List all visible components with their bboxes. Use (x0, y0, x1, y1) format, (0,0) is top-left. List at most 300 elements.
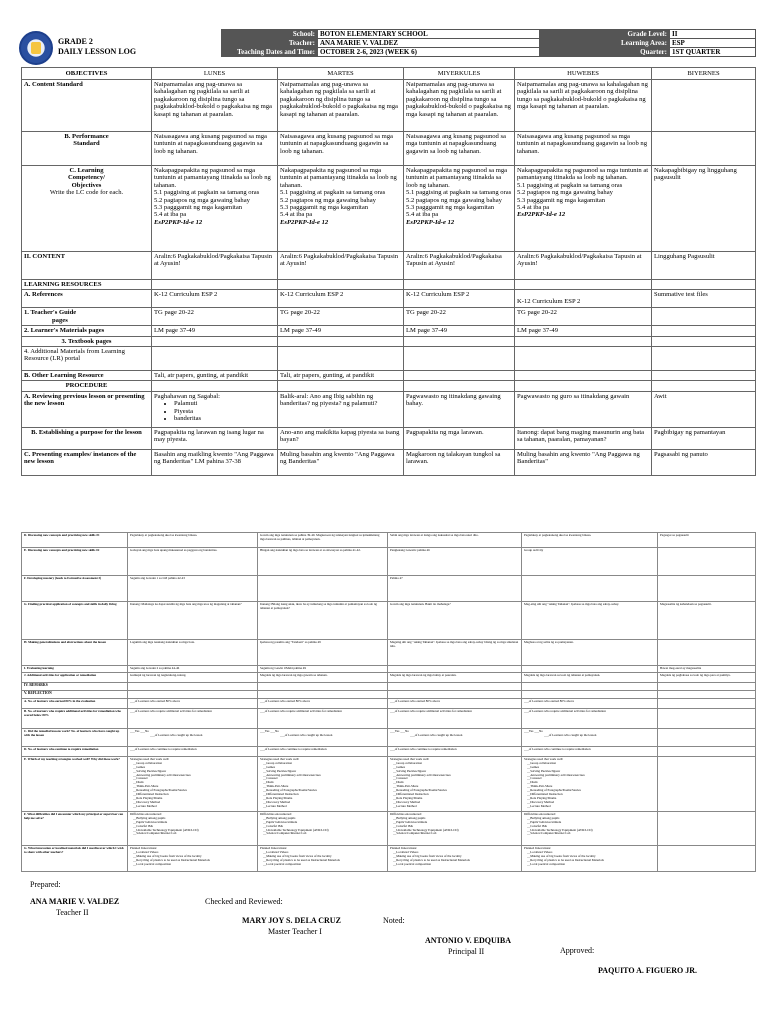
checklist-item: __Games (133, 764, 146, 769)
row-label: B. No. of learners who require additional activities for remediation who scored below 80% (22, 708, 128, 728)
checklist-item: __Group collaboration (527, 760, 556, 765)
cell-wed: Magsing ulit ang "Aking Tahanan". Ipabasa sa mga bata ang sabay-sabay bilang ng sa mga sinulatan nila. (388, 640, 522, 666)
cell-thu (515, 290, 652, 308)
deped-seal-logo (19, 31, 53, 65)
row-label: E. Which of my teaching strategies worked well? Why did these work? (22, 756, 128, 811)
difficulties-row (22, 811, 756, 845)
content-standard-row (22, 80, 756, 132)
practical-application-row (22, 602, 756, 640)
row-label: E. Discussing new concepts and practicing new skills #2 (22, 548, 128, 576)
competency-item: 5.1 paggising at pagkain sa tamang oras (406, 189, 512, 197)
objectives-header: OBJECTIVES (22, 68, 152, 80)
checklist-item: __Lecture Method (263, 803, 287, 808)
checklist-item: __Diads (527, 780, 538, 785)
checklist-item: __Group collaboration (393, 760, 422, 765)
row-label: D. Discussing new concepts and practicing new skills #1 (22, 533, 128, 548)
row-label: B. Establishing a purpose for the lesson (22, 427, 152, 449)
competency-item: 5.3 pagggamit ng mga kagamitan (280, 204, 369, 212)
row-label: A. Content Standard (22, 80, 152, 132)
cell-tue (278, 336, 404, 346)
cell-fri: Magdala ng pagbabasa sa loob ng mga para at pamilya. (658, 672, 756, 682)
cell-tue (278, 280, 404, 290)
section-label: IV. REMARKS (22, 682, 128, 690)
checklist-item: __Rereading of Paragraphs/Poems/Stories (527, 788, 581, 793)
competency-item: 5.3 pagggamit ng mga kagamitan (154, 204, 243, 212)
competency-item: 5.2 pagtapos ng mga gawaing bahay (280, 196, 376, 204)
day-header-lunes: LUNES (152, 68, 278, 80)
checklist-item: __Solving Puzzles/Jigsaw (263, 768, 297, 773)
additional-activities-row (22, 672, 756, 682)
cell-tue: ___of Learners who earned 80% above (258, 698, 388, 708)
cell-fri (658, 698, 756, 708)
checklist-item: __Unavailable Technology Equipment (AVR/LCD) (393, 827, 459, 832)
list-title: Strategies used that work well: (260, 756, 300, 761)
lc-code: EsP2PKP-Id-e 12 (406, 218, 455, 226)
checklist-item: __Making use of big books from views of the locality (527, 853, 596, 858)
cell-tue: Ano-ano ang makikita kapag piyesta sa isang bayan? (278, 427, 404, 449)
checklist-item: __Think-Pair-Share (133, 784, 159, 789)
cell-wed: ___of Learners who earned 80% above (388, 698, 522, 708)
checklist-item: __Solving Puzzles/Jigsaw (133, 768, 167, 773)
cell-wed: TG page 20-22 (404, 308, 515, 326)
grade-level-label: Grade Level: (540, 30, 670, 39)
cell-tue: Tali, atr papers, gunting, at pandikit (278, 371, 404, 381)
cell-fri (658, 756, 756, 811)
cell-mon (152, 280, 278, 290)
presenting-examples-row (22, 449, 756, 475)
cell-fri (658, 708, 756, 728)
checklist-item: __Science/Computer/Internet Lab (133, 831, 177, 836)
approved-name: PAQUITO A. FIGUERO JR. (598, 966, 698, 975)
checklist-item: __Differentiated Instruction (133, 792, 169, 797)
label-line: Standard (73, 140, 100, 148)
competency-item: 5.1 paggising at pagkain sa tamang oras (517, 181, 623, 189)
checklist-item: __Answering preliminary activities/exercises (393, 772, 451, 777)
cell-wed: Naipamamalas ang pag-unawa sa kahalagahan ng pagkilala sa sarili at pagkakaroon ng disiplina tungo sa pagkakabuklod-bukold o pagkakaisa ng mga kasapi ng tahanan at paaralan. (404, 80, 515, 132)
checklist-item: __Unavailable Technology Equipment (AVR/LCD) (263, 827, 329, 832)
cell-thu: Aralin:6 Pagkakabuklod/Pagkakaisa Tapusin at Ayusin! (515, 252, 652, 280)
checklist-item: __Science/Computer/Internet Lab (393, 831, 437, 836)
checklist-item: __Discovery Method (527, 799, 555, 804)
cell-wed (388, 811, 522, 845)
learning-area-value: ESP (670, 39, 756, 48)
strategies-row (22, 756, 756, 811)
competency-item: 5.4 at iba pa (154, 211, 187, 219)
cell-fri (658, 728, 756, 746)
remedial-work-row (22, 728, 756, 746)
cell-mon (128, 690, 258, 698)
cell-thu: Magdala ng mga larawan sa loob ng tahanan at pamayanan. (522, 672, 658, 682)
checklist-item: __Pupils' behavior/attitude (393, 819, 428, 824)
competency-item: 5.1 paggising at pagkain sa tamang oras (154, 189, 260, 197)
checklist-item: __Science/Computer/Internet Lab (527, 831, 571, 836)
cell-fri (658, 690, 756, 698)
cell-mon (152, 347, 278, 371)
additional-materials-row (22, 347, 756, 371)
cell-wed: Pagpapakita ng mga larawan. (404, 427, 515, 449)
checklist-item: __Rereading of Paragraphs/Poems/Stories (393, 788, 447, 793)
lc-code: EsP2PKP-Id-e 12 (280, 218, 329, 226)
cell-fri (652, 381, 756, 391)
cell-fri: Nakapagbibigay ng lingguhang pagsusulit (652, 166, 756, 252)
cell-thu (522, 811, 658, 845)
competency-item: 5.3 pagggamit ng mga kagamitan (406, 204, 495, 212)
checklist-item: __Games (527, 764, 540, 769)
school-value: BOTON ELEMENTARY SCHOOL (318, 30, 540, 39)
cell-thu (515, 381, 652, 391)
cell-mon (152, 381, 278, 391)
row-label (22, 132, 152, 166)
checklist-item: __Diads (133, 780, 144, 785)
cell-wed (404, 371, 515, 381)
cell-thu: Pagtalakay at pagkatanong ukol sa kwentong binasa. (522, 533, 658, 548)
title-block (58, 37, 136, 57)
teacher-label: Teacher: (222, 39, 318, 48)
checklist-item: __Localized Videos (393, 849, 419, 854)
competency-item: 5.4 at iba pa (280, 211, 313, 219)
section-label: PROCEDURE (22, 381, 152, 391)
cell-mon: Sagutin ang Gawain 2 sa pahina 44-46 (128, 666, 258, 673)
checklist-item: __Local poetical composition (393, 861, 431, 866)
cell-thu: LM page 37-49 (515, 326, 652, 336)
cell-wed: Gawin ang mga natutunan. Bakit ito mahalaga? (388, 602, 522, 640)
cell-wed: ___of Learners who require additional activities for remediation (388, 708, 522, 728)
label-line: Objectives (71, 181, 102, 189)
performance-standard-row (22, 132, 756, 166)
cell-thu (515, 280, 652, 290)
row-label: II. CONTENT (22, 252, 152, 280)
checklist-item: __Colorful IMs (263, 823, 283, 828)
competency-item: 5.4 at iba pa (406, 211, 439, 219)
cell-fri: Summative test files (652, 290, 756, 308)
row-label: F. What difficulties did I encounter which my principal or supervisor can help me solve? (22, 811, 128, 845)
checklist-item: __Answering preliminary activities/exercises (527, 772, 585, 777)
cell-fri: Pagsagot sa pagsusulit (658, 533, 756, 548)
row-label: 2. Learner's Materials pages (22, 326, 152, 336)
list-item: • banderitas (174, 415, 275, 422)
competency-intro: Nakapagpapakita ng pagsunod sa mga tuntunin at pamantayang itinakda sa loob ng tahanan. (154, 167, 271, 189)
discussing-2-row (22, 548, 756, 576)
checklist-item: __Bullying among pupils (527, 815, 560, 820)
lc-code: EsP2PKP-Id-e 12 (517, 211, 566, 219)
dates-value: OCTOBER 2-6, 2023 (WEEK 6) (318, 48, 540, 57)
cell-wed: Pagwawasto ng itinakdang gawaing bahay. (404, 391, 515, 427)
other-resources-row (22, 371, 756, 381)
cell-mon: Itanong: Mahalaga na dapat sundin ng mga bata ang mga utos ng magulang at tahanan? (128, 602, 258, 640)
row-label: A. References (22, 290, 152, 308)
cell-thu (515, 336, 652, 346)
checklist-item: __Recycling of plastics to be used as Instructional Materials (527, 857, 604, 862)
checklist-item: __Lecture Method (393, 803, 417, 808)
cell-wed: Pangkatang Gawain: pahina 46 (388, 548, 522, 576)
checklist-item: __Carousel (133, 776, 148, 781)
cell-thu: ___of Learners who continue to require remediation (522, 746, 658, 756)
cell-mon: TG page 20-22 (152, 308, 278, 326)
checklist-item: __Science/Computer/Internet Lab (263, 831, 307, 836)
cell-thu (522, 728, 658, 746)
checklist-item: __Differentiated Instruction (527, 792, 563, 797)
cell-mon: Pagpapakita ng larawan ng isang lugar na may piyesta. (152, 427, 278, 449)
day-header-miyerkules: MIYERKULES (404, 68, 515, 80)
cell-wed (404, 166, 515, 252)
cell-thu: Muling basahin ang kwento "Ang Paggawa ng Banderitas" (515, 449, 652, 475)
cell-tue: ___of Learners who require additional activities for remediation (258, 708, 388, 728)
cell-mon: Naisasagawa ang kusang pagsunod sa mga tuntunin at napagkasunduang gagawin sa loob ng tahanan. (152, 132, 278, 166)
row-label: A. Reviewing previous lesson or presenting the new lesson (22, 391, 152, 427)
competency-intro: Nakapagpapakita ng pagsunod sa mga tuntunin at pamantayang itinakda sa loob ng tahanan. (517, 167, 649, 182)
cell-wed (388, 682, 522, 690)
competency-item: 5.2 pagtapos ng mga gawaing bahay (154, 196, 250, 204)
competency-intro: Nakapagpapakita ng pagsunod sa mga tuntunin at pamantayang itinakda sa loob ng tahanan. (280, 167, 397, 189)
list-title: Planned Innovations: (130, 845, 158, 850)
prepared-label: Prepared: (30, 880, 61, 889)
cell-text: Paghahawan ng Sagabal: (154, 392, 220, 400)
list-title: Difficulties encountered: (390, 811, 422, 816)
lc-code: EsP2PKP-Id-e 12 (154, 218, 203, 226)
checklist-item: __Localized Videos (263, 849, 289, 854)
cell-mon (128, 756, 258, 811)
checklist-item: __Think-Pair-Share (263, 784, 289, 789)
cell-fri (658, 811, 756, 845)
checklist-item: __Solving Puzzles/Jigsaw (393, 768, 427, 773)
days-header-row (22, 68, 756, 80)
competency-intro: Nakapagpapakita ng pagsunod sa mga tuntunin at pamantayang itinakda sa loob ng tahanan. (406, 167, 508, 189)
checklist-item: __Differentiated Instruction (393, 792, 429, 797)
competency-item: 5.4 at iba pa (517, 204, 550, 212)
cell-thu: TG page 20-22 (515, 308, 652, 326)
learning-resources-row (22, 280, 756, 290)
cell-wed (388, 666, 522, 673)
cell-fri (658, 548, 756, 576)
remarks-row (22, 682, 756, 690)
checklist-item: __Answering preliminary activities/exercises (133, 772, 191, 777)
checklist-item: __Unavailable Technology Equipment (AVR/LCD) (527, 827, 593, 832)
checklist-item: __Games (263, 764, 276, 769)
cell-fri (652, 308, 756, 326)
cell-mon: Pagtalakay at pagkatanong ukol sa kwentong binasa. (128, 533, 258, 548)
checklist-item: __Localized Videos (527, 849, 553, 854)
cell-fri (652, 80, 756, 132)
cell-fri (658, 640, 756, 666)
cell-fri (652, 132, 756, 166)
cell-wed: K-12 Curriculum ESP 2 (404, 290, 515, 308)
cell-tue: Magdala ng mga larawan ng mga gawain sa tahanan. (258, 672, 388, 682)
checklist-item: __Bullying among pupils (133, 815, 166, 820)
checklist-item: __Carousel (527, 776, 542, 781)
cell-fri (652, 280, 756, 290)
content-row (22, 252, 756, 280)
learners-materials-row (22, 326, 756, 336)
cell-thu (522, 666, 658, 673)
cell-fri: Awit (652, 391, 756, 427)
row-label: F. Developing mastery (leads to Formative Assessment 3) (22, 576, 128, 602)
innovations-row (22, 845, 756, 871)
cell-tue (258, 576, 388, 602)
cell-tue: Itanong: Bilang isang anak, ikaw ba ay tumulong sa mga tuntunin at pamantayan sa loob ng tahanan at pamayanan? (258, 602, 388, 640)
checklist-item: __Colorful IMs (393, 823, 413, 828)
row-label: 4. Additional Materials from Learning Resource (LR) portal (22, 347, 152, 371)
checklist-item: __Making use of big books from views of the locality (393, 853, 462, 858)
cell-mon: ___of Learners who require additional activities for remediation (128, 708, 258, 728)
checklist-item: __Solving Puzzles/Jigsaw (527, 768, 561, 773)
checklist-item: __Think-Pair-Share (393, 784, 419, 789)
row-label: J. Additional activities for application or remediation (22, 672, 128, 682)
yes-no-line: ___Yes ___No (130, 728, 149, 733)
cell-wed (388, 690, 522, 698)
checklist-item: __Colorful IMs (527, 823, 547, 828)
cell-mon (128, 728, 258, 746)
references-row (22, 290, 756, 308)
checklist-item: __Answering preliminary activities/exercises (263, 772, 321, 777)
competency-item: 5.2 pagtapos ng mga gawaing bahay (517, 189, 613, 197)
section-label: LEARNING RESOURCES (22, 280, 152, 290)
row-label: C. Did the remedial lessons work? No. of learners who have caught up with the lesson (22, 728, 128, 746)
checklist-item: __Recycling of plastics to be used as Instructional Materials (133, 857, 210, 862)
competency-item: 5.1 paggising at pagkain sa tamang oras (280, 189, 386, 197)
checklist-item: __Diads (393, 780, 404, 785)
checklist-item: __Think-Pair-Share (527, 784, 553, 789)
checklist-item: __Making use of big books from views of the locality (133, 853, 202, 858)
yes-no-line: ___Yes ___No (524, 728, 543, 733)
lesson-log-table (21, 67, 756, 476)
cell-wed: Magkaroon ng talakayan tungkol sa larawan. (404, 449, 515, 475)
cell-wed: Magdala ng mga larawan ng mga bahay at paaralan. (388, 672, 522, 682)
cell-thu: Naipamamalas ang pag-unawa sa kahalagahan ng pagkilala sa sarili at pagkakaroon ng disiplina tungo sa pagkakabuklod-bukold o pagkakaisa ng mga kasapi ng tahanan at paaralan. (515, 80, 652, 132)
cell-fri (658, 746, 756, 756)
cell-tue: Sagutin ng Gawin n'Mabi pahina 49 (258, 666, 388, 673)
row-label: B. Other Learning Resource (22, 371, 152, 381)
cell-thu (515, 166, 652, 252)
generalization-row (22, 640, 756, 666)
checklist-item: __Group collaboration (133, 760, 162, 765)
checklist-item: __Pupils' behavior/attitude (263, 819, 298, 824)
cell-mon: Tali, atr papers, gunting, at pandikit (152, 371, 278, 381)
daily-lesson-log-title: DAILY LESSON LOG (58, 47, 137, 56)
reflection-row (22, 690, 756, 698)
cell-thu: Naisasagawa ang kusang pagsunod sa mga tuntunin at napagkasunduang gagawin sa loob ng tahanan. (515, 132, 652, 166)
cell-tue: Naipamamalas ang pag-unawa sa kahalagahan ng pagkilala sa sarili at pagkakaroon ng disiplina tungo sa pagkakabuklod-bukold o pagkakaisa ng mga kasapi ng tahanan at paaralan. (278, 80, 404, 132)
row-label: A. No. of learners who earned 80% in the evaluation (22, 698, 128, 708)
cell-fri (658, 576, 756, 602)
yes-no-line: ___Yes ___No (390, 728, 409, 733)
quarter-value: 1ST QUARTER (670, 48, 756, 57)
cell-thu: Mag-sing ulit ang "Aking Tahanan". Ipabasa sa mga bata ang sabay-sabay. (522, 602, 658, 640)
cell-mon: LM page 37-49 (152, 326, 278, 336)
cell-fri (652, 347, 756, 371)
school-label: School: (222, 30, 318, 39)
teachers-guide-row (22, 308, 756, 326)
cell-text: K-12 Curriculum ESP 2 (517, 298, 581, 306)
cell-tue (258, 756, 388, 811)
checklist-item: __Discovery Method (133, 799, 161, 804)
cell-fri (652, 371, 756, 381)
cell-tue (258, 690, 388, 698)
noted-name: ANTONIO V. EDQUIBA (425, 936, 512, 945)
list-title: Planned Innovations: (260, 845, 288, 850)
label-line: C. Learning (69, 167, 104, 174)
cell-fri: Lingguhang Pagsusulit (652, 252, 756, 280)
section-label: V. REFLECTION (22, 690, 128, 698)
label-line: 1. Teacher's Guide (24, 309, 77, 317)
checked-name: MARY JOY S. DELA CRUZ (242, 916, 341, 925)
checked-title: Master Teacher I (268, 927, 322, 936)
list-title: Strategies used that work well: (390, 756, 430, 761)
caught-up-line: ___of Learners who caught up the lesson (544, 732, 597, 737)
list-title: Strategies used that work well: (130, 756, 170, 761)
caught-up-line: ___of Learners who caught up the lesson (150, 732, 203, 737)
cell-thu: ___of Learners who require additional activities for remediation (522, 708, 658, 728)
row-label: D. No. of learners who continue to require remediation (22, 746, 128, 756)
earned-80-row (22, 698, 756, 708)
list-title: Difficulties encountered: (260, 811, 292, 816)
quarter-label: Quarter: (540, 48, 670, 57)
approved-label: Approved: (560, 946, 595, 955)
developing-mastery-row (22, 576, 756, 602)
cell-tue: K-12 Curriculum ESP 2 (278, 290, 404, 308)
noted-title: Principal II (448, 947, 485, 956)
checked-label: Checked and Reviewed: (205, 897, 283, 906)
cell-thu: Group Activity (522, 548, 658, 576)
continue-remediation-row (22, 746, 756, 756)
cell-mon (152, 336, 278, 346)
require-remediation-row (22, 708, 756, 728)
cell-wed: Naisasagawa ang kusang pagsunod sa mga tuntunin at napagkasunduang gagawin sa loob ng tahanan. (404, 132, 515, 166)
list-title: Planned Innovations: (524, 845, 552, 850)
row-label: 3. Textbook pages (22, 336, 152, 346)
cell-fri (658, 845, 756, 871)
cell-mon: Naipamamalas ang pag-unawa sa kahalagahan ng pagkilala sa sarili at pagkakaroon ng disiplina tungo sa pagkakabuklod-bukold o pagkakaisa ng mga kasapi ng tahanan at paaralan. (152, 80, 278, 132)
cell-mon: ___of Learners who continue to require remediation (128, 746, 258, 756)
checklist-item: __Carousel (263, 776, 278, 781)
cell-fri: Pagsasabi ng panuto (652, 449, 756, 475)
cell-mon: Lagumin ang mga naunang natutuhan sa mga bata. (128, 640, 258, 666)
list-title: Strategies used that work well: (524, 756, 564, 761)
cell-wed (388, 845, 522, 871)
discussing-1-row (22, 533, 756, 548)
checklist-item: __Role Playing/Drama (527, 795, 557, 800)
checklist-item: __Diads (263, 780, 274, 785)
cell-wed (404, 347, 515, 371)
cell-tue: Naisasagawa ang kusang pagsunod sa mga tuntunin at napagkasunduang gagawin sa loob ng tahanan. (278, 132, 404, 166)
cell-mon (152, 166, 278, 252)
row-label: H. Making generalizations and abstractions about the lesson (22, 640, 128, 666)
checklist-item: __Carousel (393, 776, 408, 781)
checklist-item: __Bullying among pupils (263, 815, 296, 820)
learning-area-label: Learning Area: (540, 39, 670, 48)
lesson-log-table-continued (21, 532, 756, 872)
list-title: Planned Innovations: (390, 845, 418, 850)
day-header-martes: MARTES (278, 68, 404, 80)
cell-wed: Aralin:6 Pagkakabuklod/Pagkakaisa Tapusin at Ayusin! (404, 252, 515, 280)
cell-mon (128, 811, 258, 845)
cell-mon: ___of Learners who earned 80% above (128, 698, 258, 708)
cell-thu (522, 682, 658, 690)
grade-title: GRADE 2 (58, 37, 93, 46)
cell-tue (258, 845, 388, 871)
checklist-item: __Local poetical composition (527, 861, 565, 866)
cell-tue (258, 728, 388, 746)
day-header-huwebes: HUWEBES (515, 68, 652, 80)
cell-fri (658, 682, 756, 690)
row-label: I. Evaluating learning (22, 666, 128, 673)
evaluating-row (22, 666, 756, 673)
checklist-item: __Unavailable Technology Equipment (AVR/LCD) (133, 827, 199, 832)
cell-mon (128, 845, 258, 871)
cell-mon (152, 391, 278, 427)
cell-wed: Sabin ang mga larawan at itanga ang nakasulat sa mga bata ukol dito. (388, 533, 522, 548)
row-label (22, 166, 152, 252)
grade-level-value: II (670, 30, 756, 39)
